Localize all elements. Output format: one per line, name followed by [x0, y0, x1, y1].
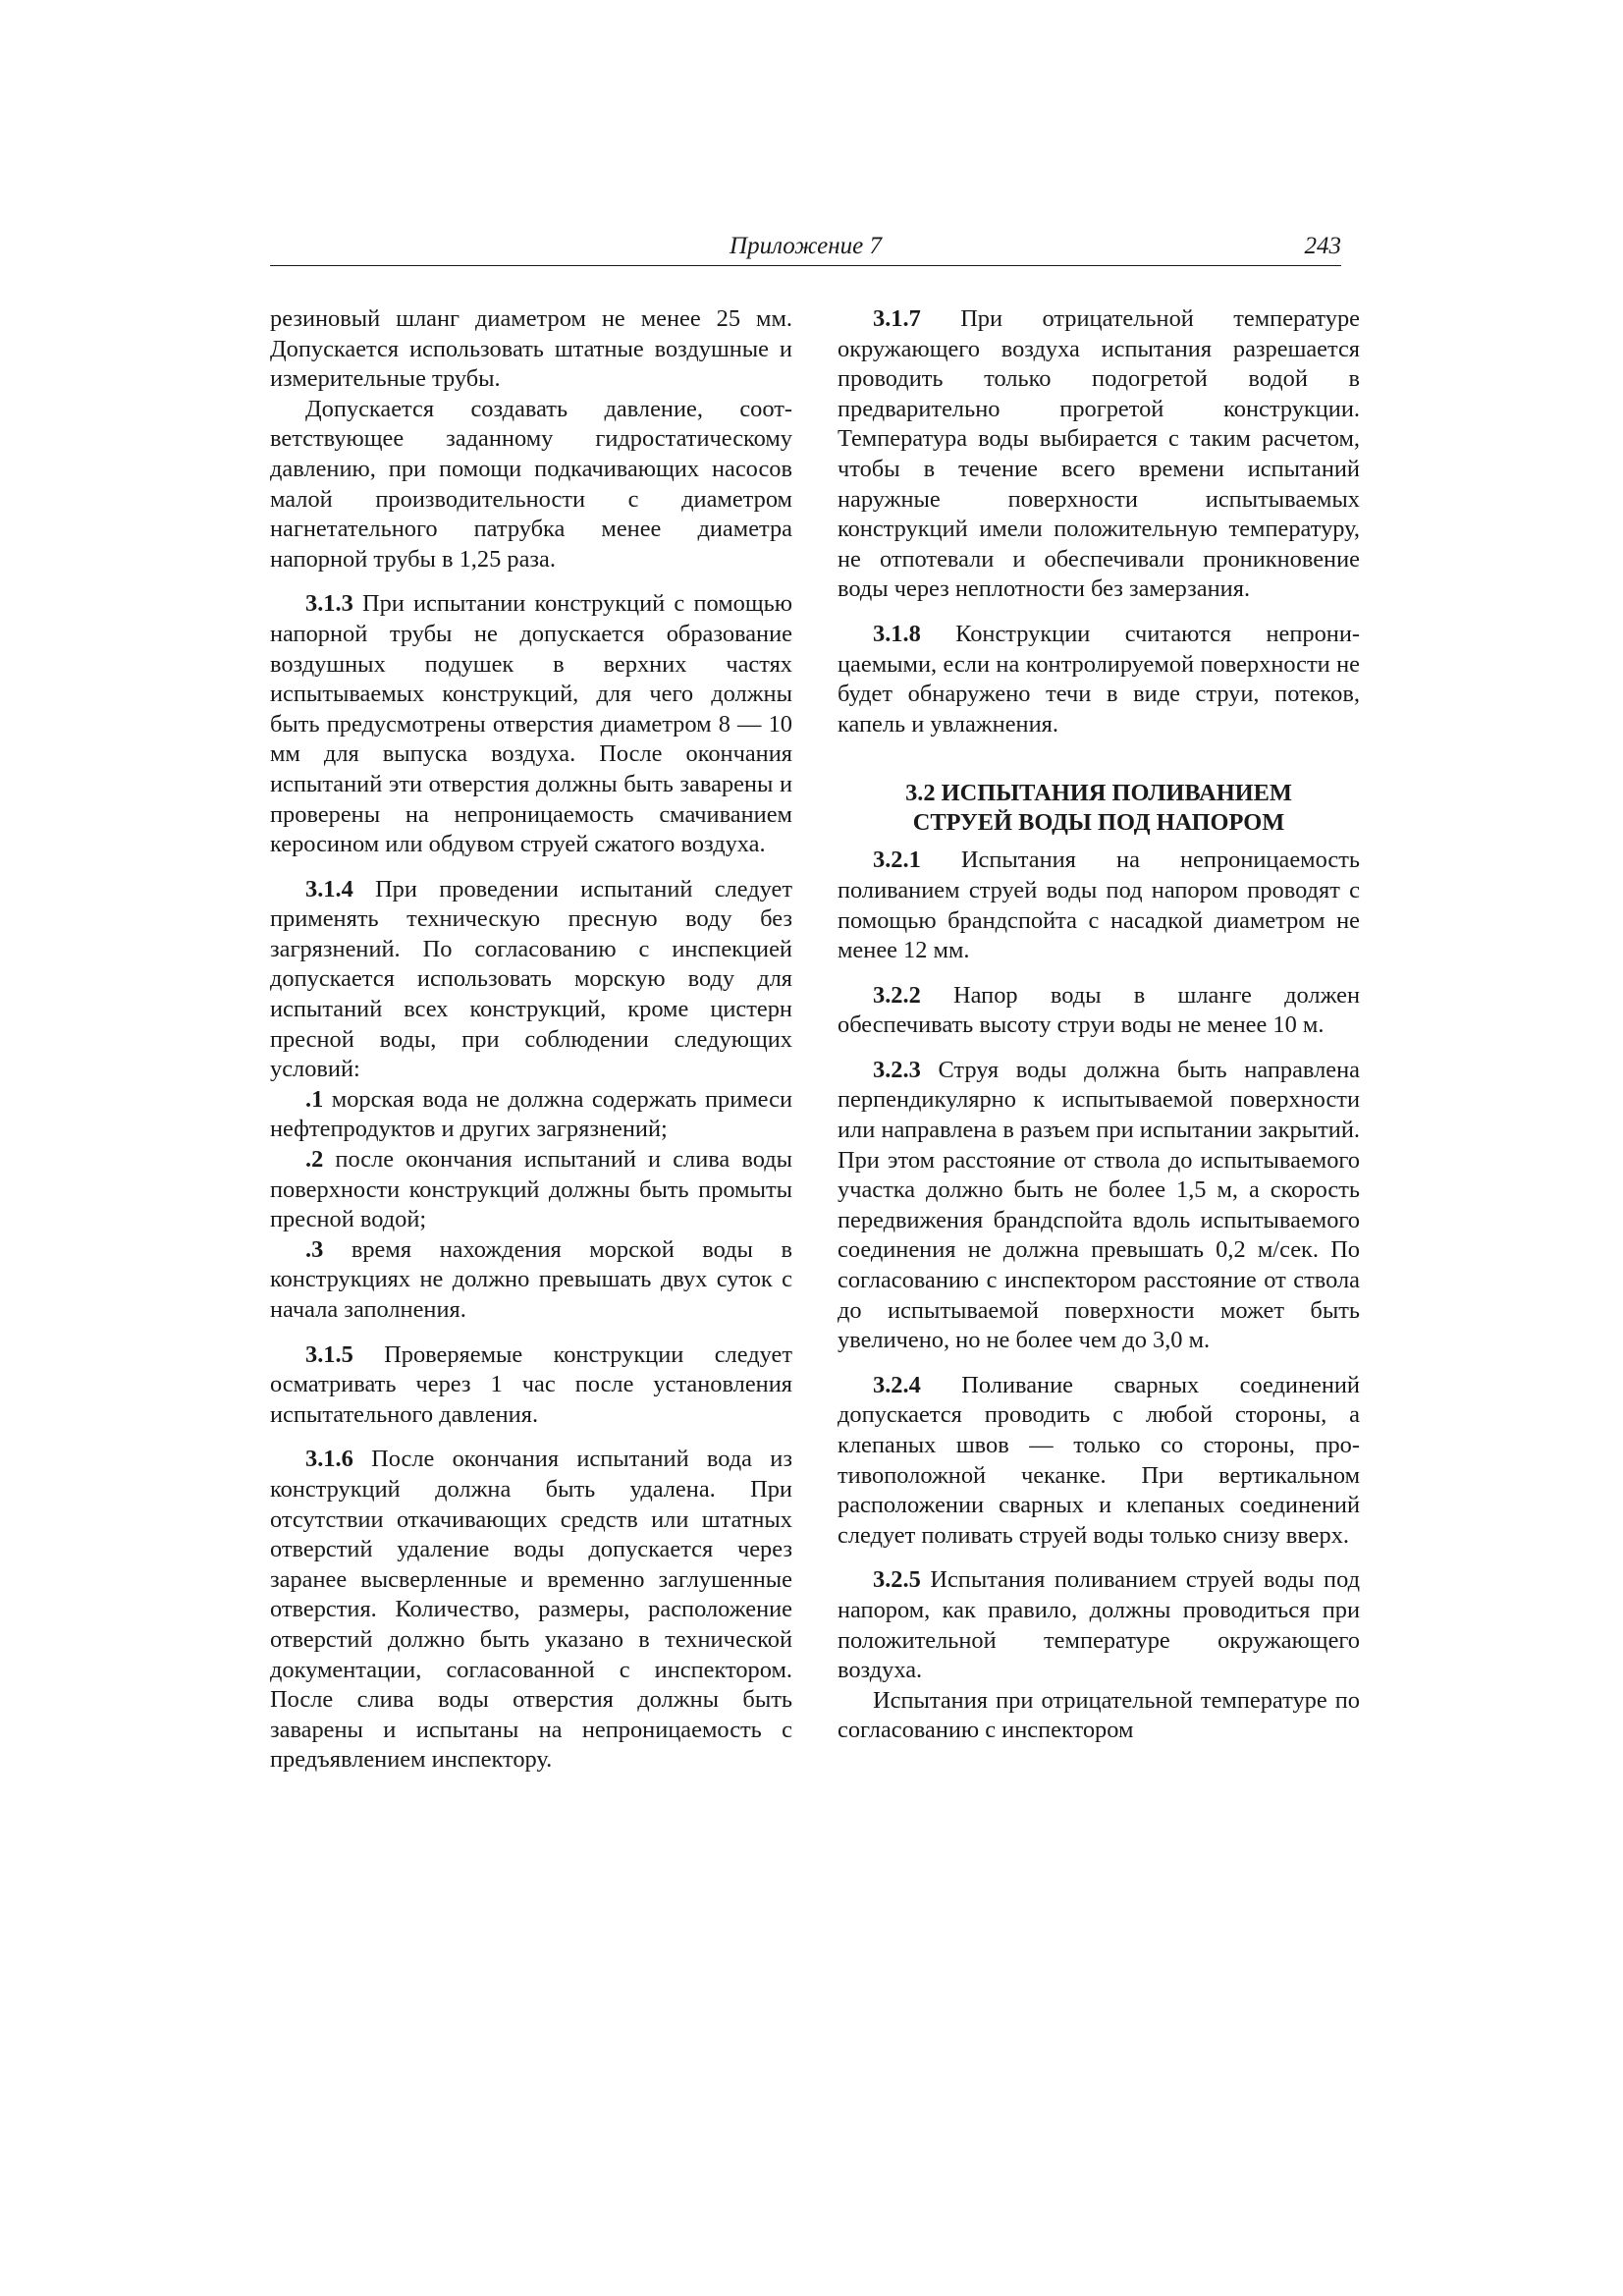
paragraph-pressure-pumps: Допускается создавать давление, соответствующее заданному гидростатическому давлению, при помощи подкачивающих насосов малой производительности с диаметром нагнетательного патрубка менее диаметра напорной трубы в 1,25 раза. — [270, 395, 792, 573]
clause-number: 3.1.4 — [305, 875, 353, 902]
clause-number: 3.1.5 — [305, 1340, 353, 1368]
clause-3-1-6 — [270, 1445, 792, 1776]
clause-number: 3.2.1 — [873, 847, 921, 874]
clause-text: При испытании конструкций с помощью напорной трубы не допускается образование воздушных подушек в верхних частях испытываемых конструкций, для чего должны быть предусмотрены отверстия диаметром 8 — 10 мм для выпуска воздуха. После окончания испытаний эти отверстия должны быть заварены и проверены на непроницаемость смачиванием керосином или обдувом струей сжатого воздуха. — [270, 590, 792, 858]
clause-3-2-5 — [838, 1565, 1360, 1685]
clause-text: При проведении испытаний следует применять техническую пресную воду без загрязнений. По согласованию с инспекцией допускается использовать морскую воду для испытаний всех конструкций, кроме цистерн пресной воды, при соблюдении следующих условий: — [270, 875, 792, 1083]
clause-text: Струя воды должна быть направлена перпендикулярно к испытываемой поверхности или направлена в разъем при испытании закрытий. При этом расстояние от ствола до испытываемого участка должно быть не более 1,5 м, а скорость передвижения брандспойта вдоль испытываемого соединения не должна превышать 0,2 м/сек. По согласованию с инспектором расстояние от ствола до испытываемой поверхности может быть увеличено, но не более чем до 3,0 м. — [838, 1056, 1360, 1354]
page-number: 243 — [1304, 233, 1341, 259]
paragraph-negative-temperature: Испытания при отрицательной температуре по согласованию с инспектором — [838, 1686, 1360, 1744]
clause-text: Испытания на непроницаемость поливанием струей воды под напором проводят с помощью брандспойта с насадкой диаметром не менее 12 мм. — [838, 847, 1360, 964]
clause-text: Конструкции считаются непроницаемыми, если на контролируемой поверхности не будет обнаружено течи в виде струи, потеков, капель и увлажнения. — [838, 620, 1360, 738]
section-heading-line-1: 3.2 ИСПЫТАНИЯ ПОЛИВАНИЕМ — [905, 780, 1292, 807]
clause-3-2-3 — [838, 1056, 1360, 1356]
clause-3-1-8 — [838, 620, 1360, 739]
list-item-number: .2 — [305, 1146, 324, 1174]
list-item-1 — [270, 1085, 792, 1145]
clause-text: Напор воды в шланге должен обеспечивать высоту струи воды не менее 10 м. — [838, 981, 1360, 1039]
clause-number: 3.1.6 — [305, 1446, 353, 1473]
clause-3-1-7 — [838, 304, 1360, 605]
left-column — [270, 304, 792, 1776]
list-item-3 — [270, 1235, 792, 1326]
clause-text: После окончания испытаний вода из конструкций должна быть удалена. При отсутствии откачивающих средств или штатных отверстий удаление воды допускается через заранее высверленные и временно заглушенные отверстия. Количество, размеры, расположение отверстий должно быть указано в технической документации, согласованной с инспектором. После слива воды отверстия должны быть заварены и испытаны на непроницаемость с предъявлением инспектору. — [270, 1446, 792, 1774]
list-item-number: .1 — [305, 1085, 324, 1113]
list-item-text: после окончания испытаний и слива воды поверхности конструкций должны быть промыты пресной водой; — [270, 1146, 792, 1233]
clause-number: 3.1.3 — [305, 590, 353, 618]
list-item-text: морская вода не должна содержать примеси нефтепродуктов и других загрязнений; — [270, 1085, 792, 1143]
clause-3-1-5 — [270, 1340, 792, 1431]
header-rule — [270, 265, 1341, 266]
clause-text: Испытания поливанием струей воды под напором, как правило, должны проводиться при положительной температуре окружающего воздуха. — [838, 1566, 1360, 1684]
clause-text: Поливание сварных соединений допускается проводить с любой стороны, а клепаных швов — только со стороны, противоположной чеканке. При вертикальном расположении сварных и клепаных соединений следует поливать струей воды только снизу вверх. — [838, 1371, 1360, 1549]
section-heading-line-2: СТРУЕЙ ВОДЫ ПОД НАПОРОМ — [912, 809, 1285, 837]
running-header — [270, 232, 1341, 265]
right-column — [838, 304, 1360, 1746]
running-header-title: Приложение 7 — [730, 233, 882, 259]
clause-number: 3.1.7 — [873, 305, 921, 332]
clause-number: 3.1.8 — [873, 620, 921, 647]
clause-number: 3.2.2 — [873, 981, 921, 1009]
clause-3-2-1 — [838, 846, 1360, 965]
clause-3-2-4 — [838, 1371, 1360, 1552]
clause-number: 3.2.3 — [873, 1056, 921, 1083]
paragraph-continuation: резиновый шланг диаметром не менее 25 мм. Допускается использовать штатные воздушные и измерительные трубы. — [270, 305, 792, 393]
clause-3-1-4 — [270, 875, 792, 1085]
clause-3-2-2 — [838, 981, 1360, 1041]
clause-3-1-3 — [270, 589, 792, 859]
clause-number: 3.2.5 — [873, 1566, 921, 1594]
list-item-2 — [270, 1145, 792, 1235]
clause-number: 3.2.4 — [873, 1371, 921, 1398]
section-heading-3-2 — [838, 779, 1360, 838]
list-item-number: .3 — [305, 1235, 324, 1263]
list-item-text: время нахождения морской воды в конструкциях не должно превышать двух суток с начала заполнения. — [270, 1235, 792, 1323]
clause-text: При отрицательной температуре окружающего воздуха испытания разрешается проводить только подогретой водой в предварительно прогретой конструкции. Температура воды выбирается с таким расчетом, чтобы в течение всего времени испытаний наружные поверхности испытываемых конструкций имели положительную температуру, не отпотевали и обеспечивали проникновение воды через неплотности без замерзания. — [838, 305, 1360, 603]
clause-text: Проверяемые конструкции следует осматривать через 1 час после установления испытательного давления. — [270, 1340, 792, 1428]
